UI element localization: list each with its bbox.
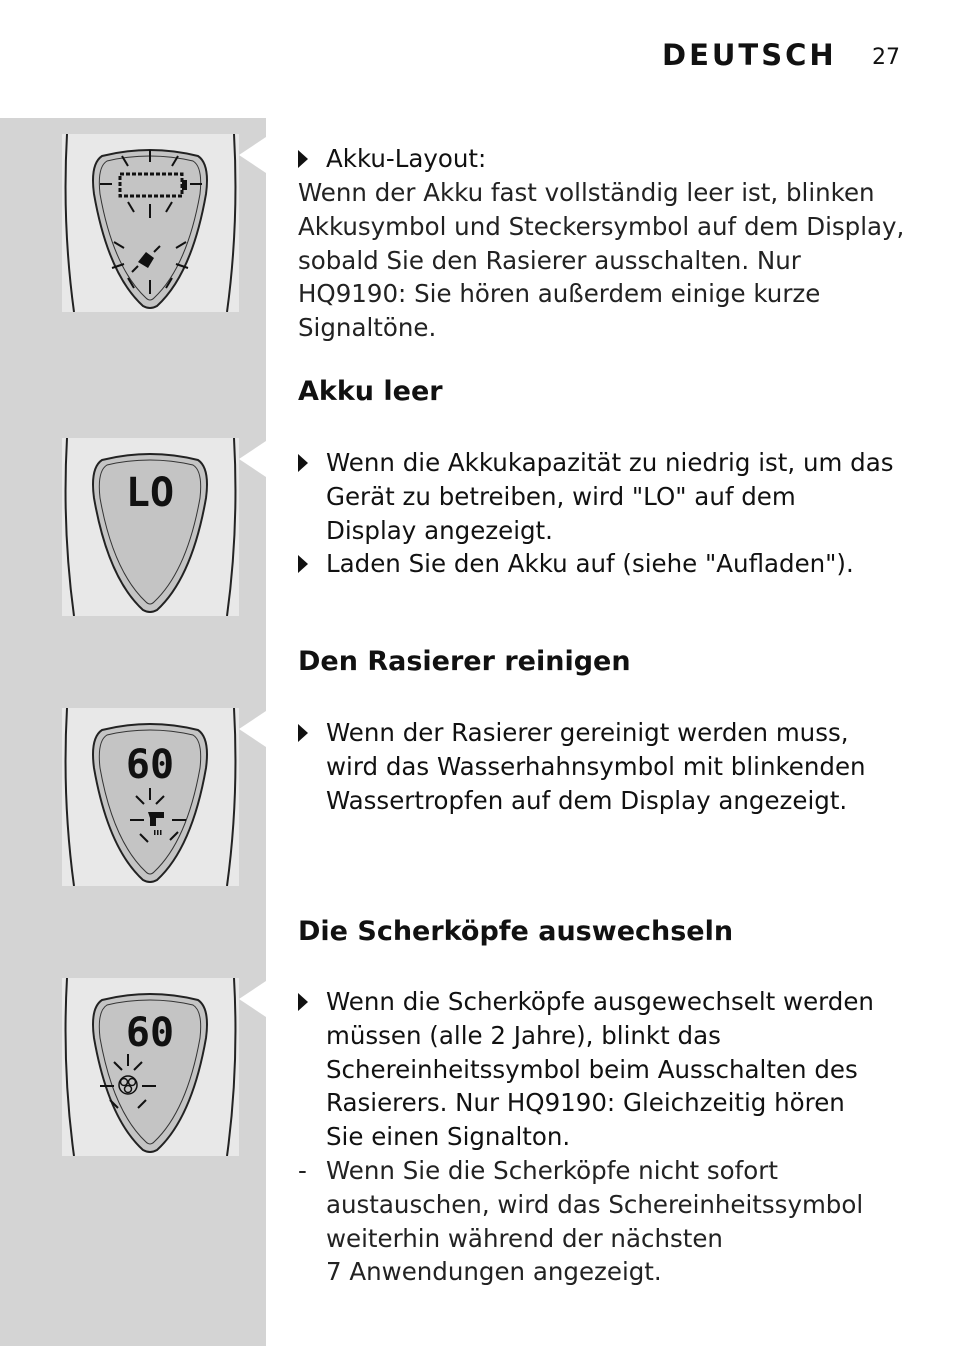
text-line: Wenn der Akku fast vollständig leer ist, blinken <box>298 178 875 207</box>
text-line: Wenn die Akkukapazität zu niedrig ist, um das <box>326 448 894 477</box>
text-line: wird das Wasserhahnsymbol mit blinkenden <box>326 751 866 781</box>
bullet-marker <box>298 555 308 573</box>
figure-pointer <box>239 137 266 173</box>
reinigen-bullet-1 <box>298 716 898 817</box>
scherkoepfe-bullet-1 <box>298 985 898 1154</box>
text-line: Wassertropfen auf dem Display angezeigt. <box>326 785 848 815</box>
text-line: Display angezeigt. <box>326 515 553 545</box>
figure-lo-display <box>62 438 239 616</box>
text-line: sobald Sie den Rasierer ausschalten. Nur <box>298 245 801 275</box>
figure-pointer <box>239 711 266 747</box>
text-line: Wenn die Scherköpfe ausgewechselt werden <box>326 987 874 1016</box>
figure-shaving-unit-display <box>62 978 239 1156</box>
heading-rasierer-reinigen: Den Rasierer reinigen <box>298 646 631 677</box>
figure-pointer <box>239 981 266 1017</box>
shaver-display-lo <box>62 438 239 616</box>
text-line: Laden Sie den Akku auf (siehe "Aufladen"). <box>326 549 854 578</box>
text-line: Wenn Sie die Scherköpfe nicht sofort <box>326 1156 778 1185</box>
text-line: Gerät zu betreiben, wird "LO" auf dem <box>326 481 796 511</box>
text-line: 7 Anwendungen angezeigt. <box>326 1257 662 1287</box>
akku-layout-text <box>298 176 908 345</box>
shaver-display-tap <box>62 708 239 886</box>
bullet-marker <box>298 724 308 742</box>
text-line: Sie einen Signalton. <box>326 1122 571 1152</box>
akku-layout-bullet <box>298 142 898 176</box>
figure-tap-display <box>62 708 239 886</box>
shaver-display-battery-icon <box>62 134 239 312</box>
text-line: müssen (alle 2 Jahre), blinkt das <box>326 1020 721 1050</box>
text-line: Signaltöne. <box>298 313 437 343</box>
text-line: weiterhin während der nächsten <box>326 1223 723 1253</box>
shaver-display-shaving-unit <box>62 978 239 1156</box>
akku-layout-title: Akku-Layout: <box>326 144 487 173</box>
text-line: Schereinheitssymbol beim Ausschalten des <box>326 1054 858 1084</box>
text-line: Akkusymbol und Steckersymbol auf dem Display, <box>298 211 905 241</box>
heading-scherkoepfe-auswechseln: Die Scherköpfe auswechseln <box>298 916 734 947</box>
text-line: Rasierers. Nur HQ9190: Gleichzeitig hören <box>326 1088 845 1118</box>
akku-leer-bullet-2 <box>298 547 898 581</box>
bullet-marker <box>298 454 308 472</box>
heading-akku-leer: Akku leer <box>298 376 443 407</box>
figure-battery-plug <box>62 134 239 312</box>
scherkoepfe-dash-1 <box>298 1154 898 1289</box>
text-line: austauschen, wird das Schereinheitssymbol <box>326 1189 864 1219</box>
dash-marker: - <box>298 1156 307 1185</box>
header-language: DEUTSCH <box>662 38 837 72</box>
bullet-marker <box>298 993 308 1011</box>
akku-leer-bullet-1 <box>298 446 898 547</box>
text-line: Wenn der Rasierer gereinigt werden muss, <box>326 718 849 747</box>
display-lo-text: LO <box>125 470 175 516</box>
figure-pointer <box>239 441 266 477</box>
display-60-text: 60 <box>125 742 175 788</box>
text-line: HQ9190: Sie hören außerdem einige kurze <box>298 279 821 309</box>
bullet-marker <box>298 150 308 168</box>
display-60-text: 60 <box>125 1010 175 1056</box>
page-number: 27 <box>872 45 900 70</box>
